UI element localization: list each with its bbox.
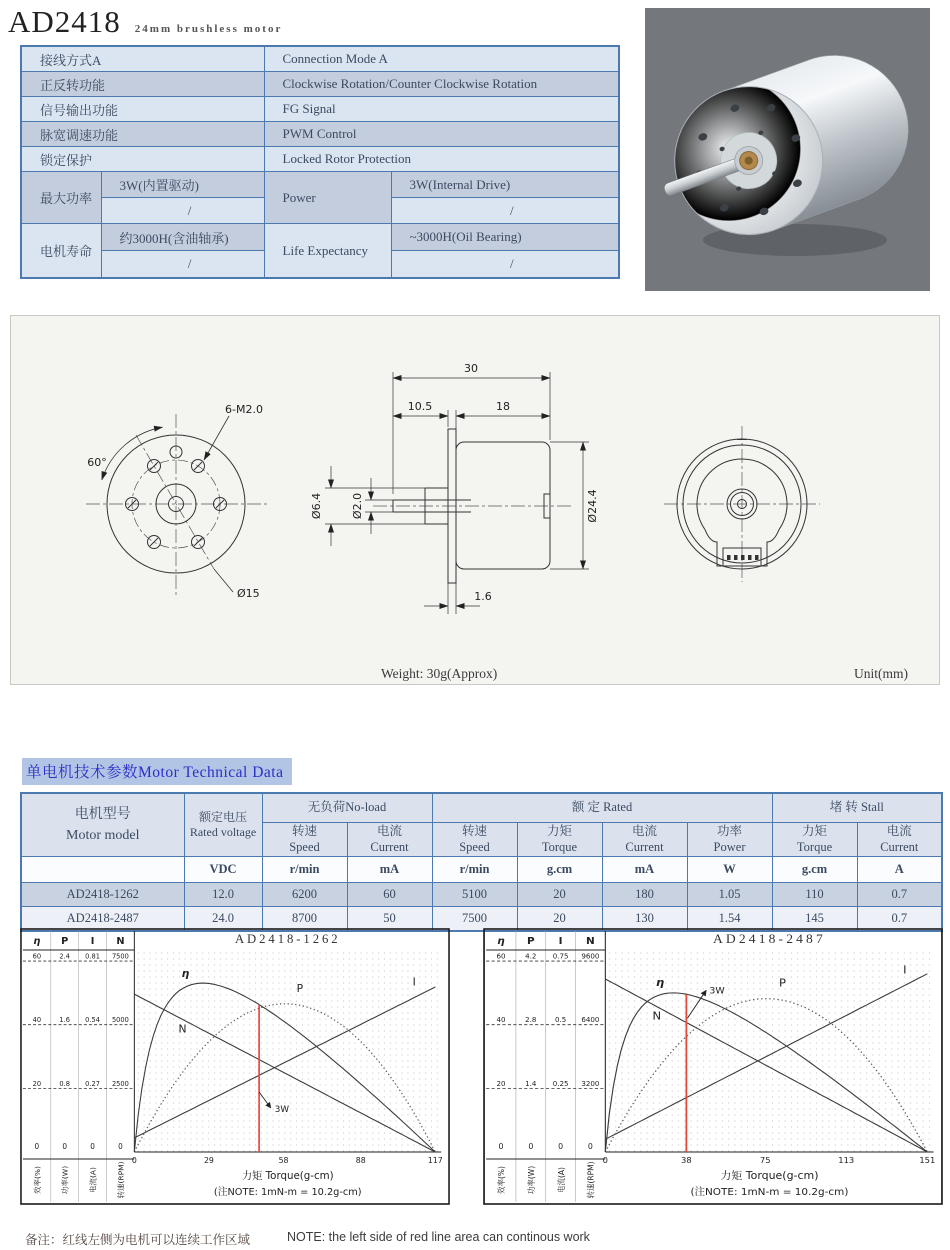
tech-value: 7500 xyxy=(432,907,517,932)
curve-label-I: I xyxy=(903,963,907,977)
spec-life-value-cn: 约3000H(含油轴承) xyxy=(101,224,264,251)
tech-unit: mA xyxy=(347,857,432,883)
scale-zero: 0 xyxy=(587,1142,593,1151)
dim-bolt-circle: Ø15 xyxy=(237,587,260,600)
tech-unit: W xyxy=(687,857,772,883)
plot-grid xyxy=(134,951,441,1152)
spec-life-label-en: Life Expectancy xyxy=(264,224,391,279)
spec-cell-en: Locked Rotor Protection xyxy=(264,147,619,172)
dim-overall: 30 xyxy=(464,362,478,375)
axis-unit-label: 功率(W) xyxy=(60,1165,70,1195)
header xyxy=(8,4,282,40)
spec-cell-en: Clockwise Rotation/Counter Clockwise Rotation xyxy=(264,72,619,97)
curve-label-N: N xyxy=(652,1009,662,1023)
scale-value: 1.6 xyxy=(59,1016,70,1025)
spec-cell-cn: 脉宽调速功能 xyxy=(21,122,264,147)
spec-power-value-cn: 3W(内置驱动) xyxy=(101,172,264,198)
drawing-unit: Unit(mm) xyxy=(854,666,908,681)
scale-value: 0.25 xyxy=(552,1079,569,1088)
back-view xyxy=(664,426,820,582)
table-row xyxy=(21,883,942,907)
page-title: AD2418 xyxy=(8,4,121,39)
spec-table xyxy=(20,45,620,279)
scale-value: 40 xyxy=(32,1016,42,1025)
axis-unit-label: 电流(A) xyxy=(88,1167,98,1193)
spec-cell-cn: 接线方式A xyxy=(21,46,264,72)
spec-life-label-cn: 电机寿命 xyxy=(21,224,101,279)
tech-unit: r/min xyxy=(262,857,347,883)
spec-power-label-en: Power xyxy=(264,172,391,224)
chart-title: AD2418-1262 xyxy=(234,931,341,947)
chart-svg xyxy=(20,928,450,1205)
axis-unit-label: 效率(%) xyxy=(32,1166,42,1194)
x-tick: 0 xyxy=(602,1155,608,1165)
tech-col-voltage xyxy=(184,793,262,857)
tech-voltage-en: Rated voltage xyxy=(189,825,257,840)
scale-col-header: I xyxy=(558,936,563,947)
tech-unit: A xyxy=(857,857,942,883)
curve-label-eta: η xyxy=(181,966,190,980)
tech-value: 110 xyxy=(772,883,857,907)
tech-value: 130 xyxy=(602,907,687,932)
x-tick: 0 xyxy=(131,1155,137,1166)
tech-table xyxy=(20,792,943,932)
annotation-3w: 3W xyxy=(709,985,725,997)
spec-power-value2-cn: / xyxy=(101,198,264,224)
scale-value: 0.81 xyxy=(85,952,100,961)
motor-photo-image xyxy=(645,8,930,291)
annotation-3w: 3W xyxy=(274,1104,290,1116)
tech-value: 8700 xyxy=(262,907,347,932)
spec-power-value2-en: / xyxy=(391,198,619,224)
curve-label-N: N xyxy=(178,1022,187,1036)
dim-hub-dia: Ø6.4 xyxy=(310,492,323,520)
axis-unit-label: 电流(A) xyxy=(556,1167,566,1193)
tech-value: 1.05 xyxy=(687,883,772,907)
scale-col-header: N xyxy=(116,935,125,948)
scale-value: 60 xyxy=(496,952,506,961)
tech-unit: g.cm xyxy=(517,857,602,883)
dim-body-dia: Ø24.4 xyxy=(586,489,599,523)
spec-cell-en: FG Signal xyxy=(264,97,619,122)
footer-note-cn: 备注：红线左侧为电机可以连续工作区域 xyxy=(25,1233,251,1247)
x-tick: 88 xyxy=(355,1155,366,1166)
scale-value: 7500 xyxy=(111,952,129,961)
tech-voltage-cn: 额定电压 xyxy=(198,810,247,825)
tech-value: 50 xyxy=(347,907,432,932)
motor-photo xyxy=(645,8,930,291)
scale-value: 40 xyxy=(496,1016,506,1025)
x-axis-label: 力矩 Torque(g-cm) xyxy=(241,1169,334,1183)
tech-group-stall: 堵 转 Stall xyxy=(772,793,942,823)
scale-zero: 0 xyxy=(118,1141,123,1152)
tech-group-rated: 额 定 Rated xyxy=(432,793,772,823)
tech-units-empty xyxy=(21,857,184,883)
x-axis-label: 力矩 Torque(g-cm) xyxy=(720,1169,819,1182)
tech-unit: r/min xyxy=(432,857,517,883)
x-tick: 75 xyxy=(759,1155,771,1165)
scale-value: 3200 xyxy=(581,1079,600,1088)
scale-value: 2.8 xyxy=(525,1016,537,1025)
curve-label-eta: η xyxy=(655,976,665,989)
side-view xyxy=(325,372,589,614)
spec-cell-cn: 正反转功能 xyxy=(21,72,264,97)
dim-flange-thk: 1.6 xyxy=(474,590,492,603)
dim-shaft-len: 10.5 xyxy=(407,400,433,413)
scale-zero: 0 xyxy=(34,1141,40,1152)
x-tick: 151 xyxy=(919,1155,936,1165)
scale-value: 1.4 xyxy=(525,1079,537,1088)
tech-sub-col: 力矩 Torque xyxy=(517,823,602,857)
tech-value: 24.0 xyxy=(184,907,262,932)
tech-value: 5100 xyxy=(432,883,517,907)
tech-col-model xyxy=(21,793,184,857)
performance-chart-1262 xyxy=(20,928,450,1205)
chart-note: (注NOTE: 1mN-m = 10.2g-cm) xyxy=(690,1187,849,1198)
chart-note: (注NOTE: 1mN-m = 10.2g-cm) xyxy=(213,1186,362,1199)
dim-body-len: 18 xyxy=(496,400,510,413)
tech-value: 20 xyxy=(517,883,602,907)
connector-pins xyxy=(727,555,759,560)
scale-value: 0.8 xyxy=(59,1079,70,1088)
scale-col-header: I xyxy=(90,935,95,948)
spec-cell-en: PWM Control xyxy=(264,122,619,147)
drawing-weight: Weight: 30g(Approx) xyxy=(381,666,498,681)
tech-unit: mA xyxy=(602,857,687,883)
scale-zero: 0 xyxy=(498,1142,504,1151)
spec-power-label-cn: 最大功率 xyxy=(21,172,101,224)
scale-value: 0.5 xyxy=(554,1016,567,1025)
scale-value: 2500 xyxy=(111,1079,129,1088)
tech-model-en: Motor model xyxy=(66,828,140,844)
section-title: 单电机技术参数Motor Technical Data xyxy=(22,758,292,785)
spec-cell-cn: 信号输出功能 xyxy=(21,97,264,122)
x-tick: 117 xyxy=(427,1155,443,1166)
tech-value: 145 xyxy=(772,907,857,932)
plot-grid xyxy=(605,951,933,1152)
scale-col-header: η xyxy=(497,936,505,947)
tech-sub-col: 转速 Speed xyxy=(432,823,517,857)
scale-col-header: N xyxy=(586,936,595,947)
curve-label-I: I xyxy=(412,975,416,989)
scale-col-header: P xyxy=(526,936,535,947)
curve-label-P: P xyxy=(778,976,786,990)
spec-cell-cn: 锁定保护 xyxy=(21,147,264,172)
tech-value: 180 xyxy=(602,883,687,907)
tech-model-name: AD2418-1262 xyxy=(21,883,184,907)
scale-zero: 0 xyxy=(90,1141,95,1152)
tech-value: 1.54 xyxy=(687,907,772,932)
front-view xyxy=(86,414,269,596)
axis-unit-label: 转速(RPM) xyxy=(116,1161,126,1199)
tech-value: 60 xyxy=(347,883,432,907)
scale-value: 0.75 xyxy=(552,952,569,961)
x-tick: 38 xyxy=(681,1155,692,1165)
tech-unit: g.cm xyxy=(772,857,857,883)
x-tick: 29 xyxy=(203,1155,214,1166)
tech-value: 12.0 xyxy=(184,883,262,907)
axis-unit-label: 转速(RPM) xyxy=(586,1161,596,1199)
tech-value: 20 xyxy=(517,907,602,932)
footer-note xyxy=(25,1230,925,1248)
tech-unit: VDC xyxy=(184,857,262,883)
spec-cell-en: Connection Mode A xyxy=(264,46,619,72)
footer-note-en: NOTE: the left side of red line area can continous work xyxy=(287,1230,590,1244)
scale-value: 0.54 xyxy=(85,1016,100,1025)
dimension-lines xyxy=(325,372,589,614)
scale-value: 0.27 xyxy=(85,1079,100,1088)
scale-value: 2.4 xyxy=(59,952,70,961)
scale-zero: 0 xyxy=(558,1142,564,1151)
chart-title: AD2418-2487 xyxy=(712,931,826,946)
performance-chart-2487 xyxy=(483,928,943,1205)
technical-drawing-svg xyxy=(11,316,939,684)
tech-value: 6200 xyxy=(262,883,347,907)
x-tick: 58 xyxy=(278,1155,289,1166)
scale-col-header: P xyxy=(61,935,69,948)
scale-value: 4.2 xyxy=(525,952,537,961)
dim-angle: 60° xyxy=(87,456,107,469)
scale-value: 5000 xyxy=(111,1016,129,1025)
technical-drawing xyxy=(10,315,940,685)
page-subtitle: 24mm brushless motor xyxy=(134,23,283,35)
tech-sub-col: 电流 Current xyxy=(347,823,432,857)
axis-unit-label: 效率(%) xyxy=(497,1166,507,1194)
scale-value: 20 xyxy=(32,1079,42,1088)
tech-sub-col: 功率 Power xyxy=(687,823,772,857)
scale-value: 60 xyxy=(32,952,42,961)
spec-life-value2-en: / xyxy=(391,251,619,279)
chart-svg xyxy=(483,928,943,1205)
scale-col-header: η xyxy=(33,935,41,948)
tech-group-noload: 无负荷No-load xyxy=(262,793,432,823)
spec-life-value2-cn: / xyxy=(101,251,264,279)
tech-sub-col: 电流 Current xyxy=(602,823,687,857)
scale-value: 9600 xyxy=(581,952,600,961)
spec-life-value-en: ~3000H(Oil Bearing) xyxy=(391,224,619,251)
curve-label-P: P xyxy=(296,981,304,995)
scale-zero: 0 xyxy=(62,1141,68,1152)
tech-value: 0.7 xyxy=(857,883,942,907)
spec-power-value-en: 3W(Internal Drive) xyxy=(391,172,619,198)
tech-sub-col: 力矩 Torque xyxy=(772,823,857,857)
dim-bolt: 6-M2.0 xyxy=(225,403,263,416)
tech-model-name: AD2418-2487 xyxy=(21,907,184,932)
x-tick: 113 xyxy=(838,1155,855,1165)
dim-shaft-dia: Ø2.0 xyxy=(351,492,364,520)
axis-unit-label: 功率(W) xyxy=(526,1165,537,1195)
tech-model-cn: 电机型号 xyxy=(74,807,131,823)
scale-zero: 0 xyxy=(528,1142,534,1151)
tech-sub-col: 电流 Current xyxy=(857,823,942,857)
scale-value: 6400 xyxy=(581,1016,600,1025)
tech-sub-col: 转速 Speed xyxy=(262,823,347,857)
scale-value: 20 xyxy=(496,1079,506,1088)
tech-value: 0.7 xyxy=(857,907,942,932)
